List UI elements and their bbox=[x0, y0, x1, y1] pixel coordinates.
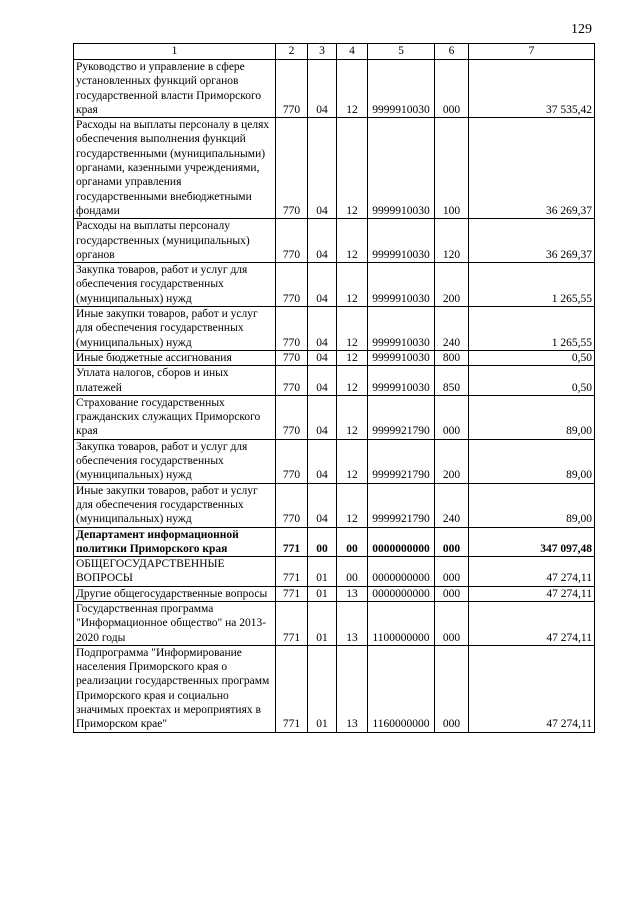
row-expense-type-cell: 100 bbox=[435, 118, 469, 219]
row-target-article-cell: 0000000000 bbox=[368, 586, 435, 601]
row-subsection-cell: 12 bbox=[337, 350, 368, 365]
table-row bbox=[74, 366, 595, 396]
row-section-cell: 04 bbox=[308, 395, 337, 439]
row-section-cell: 04 bbox=[308, 60, 337, 118]
row-ministry-code-cell: 770 bbox=[276, 60, 308, 118]
row-section-cell: 04 bbox=[308, 307, 337, 351]
budget-table bbox=[73, 43, 595, 733]
row-section-cell: 01 bbox=[308, 645, 337, 732]
row-ministry-code-cell: 770 bbox=[276, 366, 308, 396]
row-expense-type-cell: 000 bbox=[435, 527, 469, 557]
table-row bbox=[74, 350, 595, 365]
header-cell: 6 bbox=[435, 44, 469, 60]
row-amount-cell: 47 274,11 bbox=[469, 601, 595, 645]
row-name-cell: Иные бюджетные ассигнования bbox=[74, 350, 276, 365]
table-row bbox=[74, 557, 595, 587]
row-target-article-cell: 9999921790 bbox=[368, 395, 435, 439]
row-expense-type-cell: 000 bbox=[435, 586, 469, 601]
row-name-cell: Закупка товаров, работ и услуг для обеспечения государственных (муниципальных) нужд bbox=[74, 439, 276, 483]
table-row bbox=[74, 483, 595, 527]
row-expense-type-cell: 200 bbox=[435, 263, 469, 307]
row-expense-type-cell: 000 bbox=[435, 395, 469, 439]
row-subsection-cell: 12 bbox=[337, 307, 368, 351]
table-row bbox=[74, 307, 595, 351]
page-number: 129 bbox=[571, 22, 592, 37]
row-subsection-cell: 12 bbox=[337, 118, 368, 219]
row-subsection-cell: 13 bbox=[337, 586, 368, 601]
row-amount-cell: 89,00 bbox=[469, 483, 595, 527]
row-name-cell: Страхование государственных гражданских служащих Приморского края bbox=[74, 395, 276, 439]
row-subsection-cell: 13 bbox=[337, 601, 368, 645]
table-row bbox=[74, 118, 595, 219]
row-ministry-code-cell: 771 bbox=[276, 557, 308, 587]
header-cell: 4 bbox=[337, 44, 368, 60]
row-target-article-cell: 9999910030 bbox=[368, 60, 435, 118]
row-ministry-code-cell: 771 bbox=[276, 601, 308, 645]
row-amount-cell: 89,00 bbox=[469, 439, 595, 483]
header-cell: 7 bbox=[469, 44, 595, 60]
row-name-cell: Подпрограмма "Информирование населения Приморского края о реализации государственных программ Приморского края и социально значимых проектах и мероприятиях в Приморском крае" bbox=[74, 645, 276, 732]
row-target-article-cell: 9999910030 bbox=[368, 118, 435, 219]
row-expense-type-cell: 000 bbox=[435, 645, 469, 732]
row-name-cell: Государственная программа "Информационное общество" на 2013-2020 годы bbox=[74, 601, 276, 645]
row-name-cell: Закупка товаров, работ и услуг для обеспечения государственных (муниципальных) нужд bbox=[74, 263, 276, 307]
table-row bbox=[74, 60, 595, 118]
row-ministry-code-cell: 770 bbox=[276, 219, 308, 263]
table-row bbox=[74, 439, 595, 483]
row-name-cell: Иные закупки товаров, работ и услуг для обеспечения государственных (муниципальных) нужд bbox=[74, 307, 276, 351]
row-subsection-cell: 12 bbox=[337, 60, 368, 118]
row-amount-cell: 0,50 bbox=[469, 366, 595, 396]
row-name-cell: Уплата налогов, сборов и иных платежей bbox=[74, 366, 276, 396]
row-amount-cell: 37 535,42 bbox=[469, 60, 595, 118]
row-expense-type-cell: 240 bbox=[435, 307, 469, 351]
row-ministry-code-cell: 771 bbox=[276, 645, 308, 732]
row-amount-cell: 89,00 bbox=[469, 395, 595, 439]
row-subsection-cell: 00 bbox=[337, 527, 368, 557]
table-row bbox=[74, 645, 595, 732]
row-name-cell: Руководство и управление в сфере установленных функций органов государственной власти Приморского края bbox=[74, 60, 276, 118]
row-subsection-cell: 12 bbox=[337, 395, 368, 439]
row-amount-cell: 47 274,11 bbox=[469, 557, 595, 587]
table-row bbox=[74, 527, 595, 557]
table-body bbox=[74, 44, 595, 733]
row-target-article-cell: 1100000000 bbox=[368, 601, 435, 645]
table-row bbox=[74, 586, 595, 601]
row-ministry-code-cell: 770 bbox=[276, 439, 308, 483]
row-amount-cell: 36 269,37 bbox=[469, 118, 595, 219]
row-section-cell: 01 bbox=[308, 586, 337, 601]
row-section-cell: 01 bbox=[308, 601, 337, 645]
row-name-cell: Департамент информационной политики Приморского края bbox=[74, 527, 276, 557]
row-expense-type-cell: 000 bbox=[435, 601, 469, 645]
row-expense-type-cell: 200 bbox=[435, 439, 469, 483]
row-target-article-cell: 9999910030 bbox=[368, 263, 435, 307]
row-subsection-cell: 00 bbox=[337, 557, 368, 587]
row-subsection-cell: 12 bbox=[337, 483, 368, 527]
row-section-cell: 04 bbox=[308, 366, 337, 396]
header-cell: 2 bbox=[276, 44, 308, 60]
row-target-article-cell: 0000000000 bbox=[368, 527, 435, 557]
row-ministry-code-cell: 770 bbox=[276, 395, 308, 439]
row-target-article-cell: 9999910030 bbox=[368, 219, 435, 263]
row-amount-cell: 36 269,37 bbox=[469, 219, 595, 263]
row-section-cell: 00 bbox=[308, 527, 337, 557]
row-name-cell: Другие общегосударственные вопросы bbox=[74, 586, 276, 601]
row-section-cell: 04 bbox=[308, 439, 337, 483]
row-amount-cell: 1 265,55 bbox=[469, 307, 595, 351]
header-cell: 3 bbox=[308, 44, 337, 60]
row-subsection-cell: 12 bbox=[337, 366, 368, 396]
row-ministry-code-cell: 771 bbox=[276, 586, 308, 601]
table-row bbox=[74, 601, 595, 645]
row-target-article-cell: 0000000000 bbox=[368, 557, 435, 587]
row-expense-type-cell: 120 bbox=[435, 219, 469, 263]
row-ministry-code-cell: 770 bbox=[276, 263, 308, 307]
row-target-article-cell: 9999910030 bbox=[368, 366, 435, 396]
row-amount-cell: 47 274,11 bbox=[469, 645, 595, 732]
row-section-cell: 04 bbox=[308, 219, 337, 263]
row-section-cell: 04 bbox=[308, 483, 337, 527]
row-subsection-cell: 12 bbox=[337, 219, 368, 263]
row-subsection-cell: 12 bbox=[337, 263, 368, 307]
row-target-article-cell: 9999910030 bbox=[368, 307, 435, 351]
row-name-cell: ОБЩЕГОСУДАРСТВЕННЫЕ ВОПРОСЫ bbox=[74, 557, 276, 587]
row-section-cell: 04 bbox=[308, 350, 337, 365]
row-name-cell: Расходы на выплаты персоналу в целях обеспечения выполнения функций государственными (муниципальными) органами, казенными учреждениями, органами управления государственными внебюджетными фондами bbox=[74, 118, 276, 219]
header-cell: 5 bbox=[368, 44, 435, 60]
header-cell: 1 bbox=[74, 44, 276, 60]
row-amount-cell: 47 274,11 bbox=[469, 586, 595, 601]
row-name-cell: Расходы на выплаты персоналу государственных (муниципальных) органов bbox=[74, 219, 276, 263]
row-subsection-cell: 12 bbox=[337, 439, 368, 483]
row-expense-type-cell: 240 bbox=[435, 483, 469, 527]
table-row bbox=[74, 263, 595, 307]
row-ministry-code-cell: 770 bbox=[276, 118, 308, 219]
row-target-article-cell: 9999910030 bbox=[368, 350, 435, 365]
row-ministry-code-cell: 770 bbox=[276, 483, 308, 527]
row-target-article-cell: 1160000000 bbox=[368, 645, 435, 732]
row-section-cell: 01 bbox=[308, 557, 337, 587]
row-ministry-code-cell: 771 bbox=[276, 527, 308, 557]
row-section-cell: 04 bbox=[308, 263, 337, 307]
row-ministry-code-cell: 770 bbox=[276, 350, 308, 365]
row-amount-cell: 347 097,48 bbox=[469, 527, 595, 557]
table-row bbox=[74, 219, 595, 263]
row-amount-cell: 1 265,55 bbox=[469, 263, 595, 307]
row-subsection-cell: 13 bbox=[337, 645, 368, 732]
row-expense-type-cell: 800 bbox=[435, 350, 469, 365]
row-expense-type-cell: 000 bbox=[435, 60, 469, 118]
header-row bbox=[74, 44, 595, 60]
table-row bbox=[74, 395, 595, 439]
row-amount-cell: 0,50 bbox=[469, 350, 595, 365]
row-expense-type-cell: 850 bbox=[435, 366, 469, 396]
row-target-article-cell: 9999921790 bbox=[368, 439, 435, 483]
row-target-article-cell: 9999921790 bbox=[368, 483, 435, 527]
row-expense-type-cell: 000 bbox=[435, 557, 469, 587]
row-ministry-code-cell: 770 bbox=[276, 307, 308, 351]
row-name-cell: Иные закупки товаров, работ и услуг для обеспечения государственных (муниципальных) нужд bbox=[74, 483, 276, 527]
row-section-cell: 04 bbox=[308, 118, 337, 219]
